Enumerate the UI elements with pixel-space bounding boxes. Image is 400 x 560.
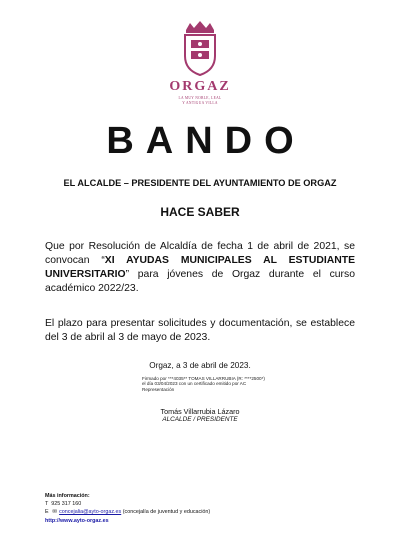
footer-phone-row: [45, 500, 305, 508]
paragraph-plazo: El plazo para presentar solicitudes y documentación, se establece del 3 de abril al 3 de mayo de 2023.: [45, 318, 355, 343]
document-title: BANDO: [106, 120, 306, 162]
signature-line-3: Representación: [142, 386, 175, 392]
announcement-heading: HACE SABER: [160, 205, 240, 219]
envelope-icon: ✉: [52, 509, 57, 516]
signer-name: Tomás Villarrubia Lázaro: [160, 407, 240, 416]
paragraph-1-bold: XI AYUDAS MUNICIPALES AL ESTUDIANTE UNIVERSITARIO: [45, 255, 355, 280]
town-motto: [150, 96, 250, 105]
signature-line-1: Firmado por ***4035** TOMAS VILLARRUBIA (R: ****2500*): [142, 376, 265, 381]
footer-email-note: (concejalía de juventud y educación): [121, 509, 211, 516]
digital-signature-block: [142, 376, 302, 392]
paragraph-1-text-a: Que por Resolución de Alcaldía de fecha 1 de abril de 2021, se convocan “: [45, 241, 355, 266]
motto-line-2: Y ANTIGUA VILLA: [182, 100, 218, 105]
footer-heading: Más información:: [45, 493, 90, 499]
phone-prefix: T: [45, 501, 49, 508]
crest-icon: [180, 20, 220, 76]
motto-line-1: LA MUY NOBLE, LEAL: [178, 96, 222, 100]
footer-contact: [45, 492, 305, 525]
signature-line-2: el día 03/04/2023 con un certificado emitido por AC: [142, 381, 247, 387]
footer-email-link[interactable]: concejalia@ayto-orgaz.es: [59, 509, 122, 516]
footer-website-link[interactable]: http://www.ayto-orgaz.es: [45, 517, 109, 524]
signer-role: ALCALDE / PRESIDENTE: [162, 416, 238, 423]
footer-phone: 925 317 160: [51, 501, 82, 508]
date-line: Orgaz, a 3 de abril de 2023.: [149, 361, 251, 370]
paragraph-1-text-b: ” para jóvenes de Orgaz durante el curso académico 2022/23.: [45, 269, 355, 294]
footer-email-row: [45, 508, 305, 516]
document-subtitle: EL ALCALDE – PRESIDENTE DEL AYUNTAMIENTO DE ORGAZ: [63, 178, 337, 188]
town-brand-name: ORGAZ: [169, 79, 231, 94]
email-prefix: E: [45, 509, 49, 516]
paragraph-convocatoria: [45, 240, 355, 296]
